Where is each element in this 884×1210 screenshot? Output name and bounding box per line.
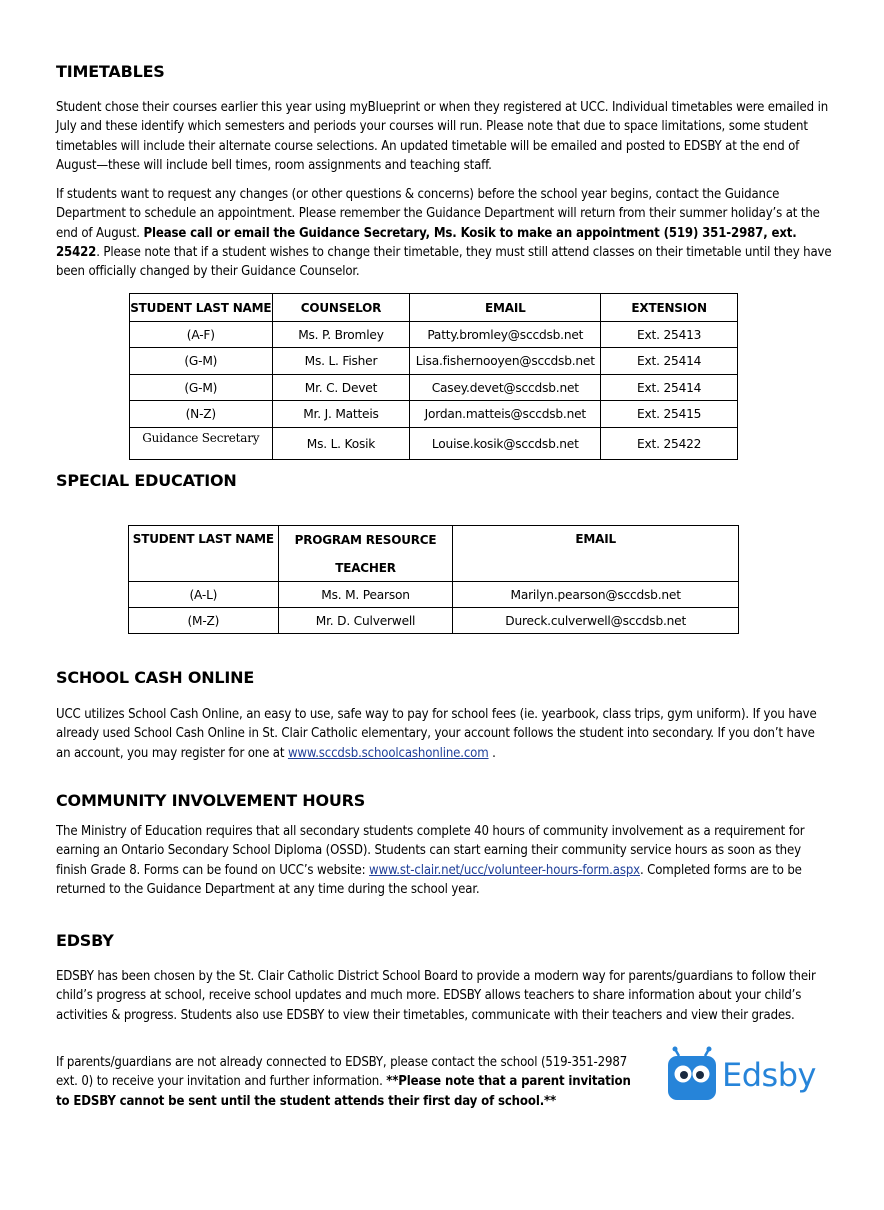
header-program-resource-line: PROGRAM RESOURCE [294,533,437,547]
table-row [130,322,738,348]
cell-last-name: (A-L) [129,582,279,608]
community-involvement-heading: COMMUNITY INVOLVEMENT HOURS [56,791,366,810]
cell-email: Casey.devet@sccdsb.net [410,375,601,401]
edsby-logo-text: Edsby [722,1056,816,1094]
header-email: EMAIL [410,294,601,322]
school-cash-paragraph [56,705,832,763]
cell-email: Patty.bromley@sccdsb.net [410,322,601,348]
cell-last-name: Guidance Secretary [130,428,273,460]
timetables-p2-text-end: . Please note that if a student wishes to change their timetable, they must still attend classes on their timetable until they have been officially changed by their Guidance Counselor. [56,244,832,280]
school-cash-text: UCC utilizes School Cash Online, an easy to use, safe way to pay for school fees (ie. yearbook, class trips, gym uniform). If you have already used School Cash Online in St. Clair Catholic elementary, your account follows the student into secondary. If you don’t have an account, you may register for one at [56,707,817,761]
counselor-table [129,293,738,460]
volunteer-hours-form-link[interactable]: www.st-clair.net/ucc/volunteer-hours-form.aspx [369,862,640,878]
cell-last-name: (M-Z) [129,608,279,634]
header-program-resource-teacher [278,526,453,582]
edsby-paragraph-1: EDSBY has been chosen by the St. Clair Catholic District School Board to provide a modern way for parents/guardians to follow their child’s progress at school, receive school updates and much more. EDSBY allows teachers to share information about your child’s activities & progress. Students also use EDSBY to view their timetables, communicate with their teachers and view their grades. [56,969,816,1023]
cell-last-name: (N-Z) [130,401,273,428]
cell-teacher: Ms. M. Pearson [278,582,453,608]
cell-extension: Ext. 25415 [601,401,738,428]
community-involvement-paragraph [56,822,832,899]
header-teacher-line: TEACHER [335,561,396,575]
cell-extension: Ext. 25413 [601,322,738,348]
table-row [130,428,738,460]
edsby-logo [666,1046,818,1106]
edsby-heading: EDSBY [56,931,114,950]
header-student-last-name: STUDENT LAST NAME [130,294,273,322]
header-counselor: COUNSELOR [272,294,410,322]
header-email: EMAIL [453,526,739,582]
edsby-owl-icon [666,1046,718,1102]
header-extension: EXTENSION [601,294,738,322]
cell-extension: Ext. 25414 [601,375,738,401]
timetables-paragraph-2 [56,185,832,281]
edsby-paragraph-2 [56,1053,641,1111]
table-row [129,582,739,608]
table-row [130,401,738,428]
cell-counselor: Mr. J. Matteis [272,401,410,428]
timetables-heading: TIMETABLES [56,62,165,81]
cell-counselor: Ms. L. Kosik [272,428,410,460]
special-ed-header-row [129,526,739,582]
header-student-last-name: STUDENT LAST NAME [129,526,279,582]
community-text-end: . Completed forms are to be returned to the Guidance Department at any time during the school year. [56,862,802,897]
cell-last-name: (A-F) [130,322,273,348]
edsby-p2-text: If parents/guardians are not already connected to EDSBY, please contact the school (519-351-2987 ext. 0) to receive your invitation and further information. [56,1055,628,1090]
table-row [130,375,738,401]
school-cash-link[interactable]: www.sccdsb.schoolcashonline.com [287,745,489,761]
cell-email: Louise.kosik@sccdsb.net [410,428,601,460]
timetables-p2-text: If students want to request any changes (or other questions & concerns) before the school year begins, contact the Guidance Department to schedule an appointment. Please remember the Guidance Department will return from their summer holiday’s at the end of August. [56,187,820,241]
counselor-table-header-row [130,294,738,322]
cell-email: Jordan.matteis@sccdsb.net [410,401,601,428]
special-education-heading: SPECIAL EDUCATION [56,471,237,490]
cell-counselor: Ms. P. Bromley [272,322,410,348]
cell-email: Lisa.fishernooyen@sccdsb.net [410,348,601,375]
cell-counselor: Mr. C. Devet [272,375,410,401]
table-row [129,608,739,634]
table-row [130,348,738,375]
cell-last-name: (G-M) [130,375,273,401]
cell-email: Dureck.culverwell@sccdsb.net [453,608,739,634]
edsby-p2-bold: **Please note that a parent invitation to EDSBY cannot be sent until the student attends their first day of school.** [56,1074,631,1109]
timetables-p2-bold: Please call or email the Guidance Secretary, Ms. Kosik to make an appointment (519) 351-2987, ext. 25422 [56,225,797,260]
cell-teacher: Mr. D. Culverwell [278,608,453,634]
cell-last-name: (G-M) [130,348,273,375]
cell-email: Marilyn.pearson@sccdsb.net [453,582,739,608]
cell-counselor: Ms. L. Fisher [272,348,410,375]
school-cash-text-end: . [488,745,496,761]
cell-extension: Ext. 25414 [601,348,738,375]
cell-extension: Ext. 25422 [601,428,738,460]
special-education-table [128,525,739,634]
community-text: The Ministry of Education requires that all secondary students complete 40 hours of community involvement as a requirement for earning an Ontario Secondary School Diploma (OSSD). Students can start earning their community service hours as soon as they finish Grade 8. Forms can be found on UCC’s website: [56,824,805,878]
school-cash-heading: SCHOOL CASH ONLINE [56,668,255,687]
timetables-paragraph-1: Student chose their courses earlier this year using myBlueprint or when they registered at UCC. Individual timetables were emailed in July and these identify which semesters and periods your courses will run. Please note that due to space limitations, some student timetables will include their alternate course selections. An updated timetable will be emailed and posted to EDSBY at the end of August—these will include bell times, room assignments and teaching staff. [56,100,829,173]
